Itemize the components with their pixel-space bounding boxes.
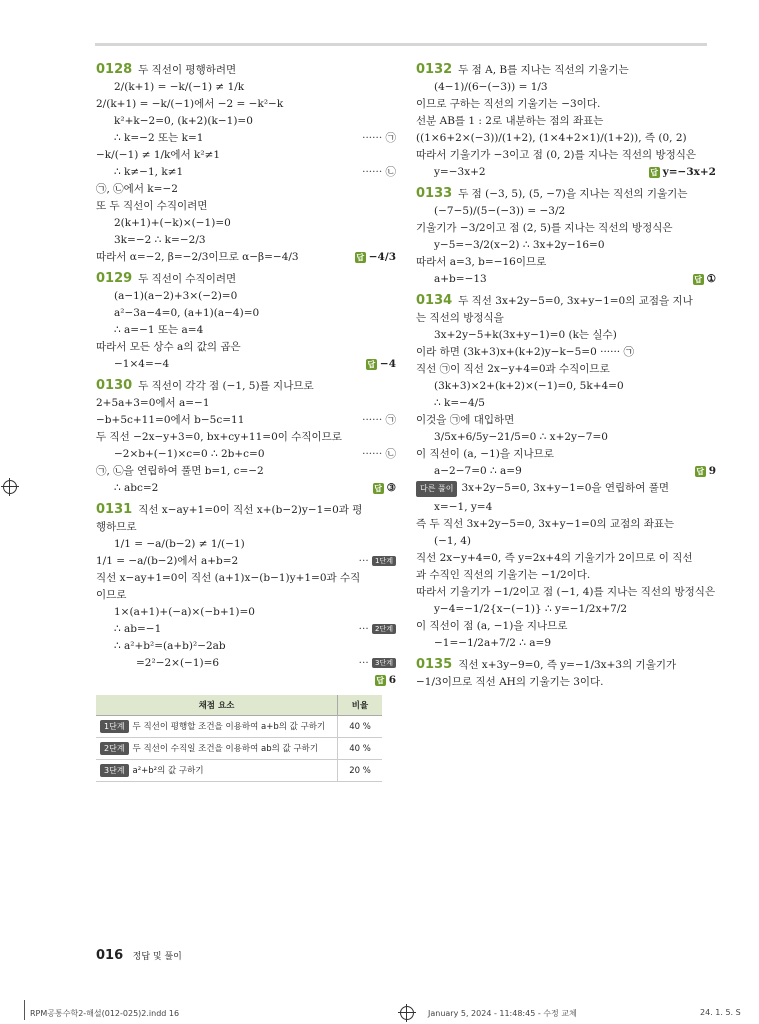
answer-icon: 답 xyxy=(376,675,385,685)
text-line: a²−3a−4=0, (a+1)(a−4)=0 xyxy=(114,307,260,319)
text-line: 행하므로 xyxy=(96,521,137,533)
text-line: 2/(k+1) = −k/(−1)에서 −2 = −k²−k xyxy=(96,98,284,110)
marker: ······ ㉡ xyxy=(362,166,396,178)
text-line: −k/(−1) ≠ 1/k에서 k²≠1 xyxy=(96,149,221,161)
answer-icon: 답 xyxy=(650,167,658,177)
answer-icon: 답 xyxy=(356,252,365,262)
text-line: 2/(k+1) = −k/(−1) ≠ 1/k xyxy=(114,81,245,93)
text-line: (a−1)(a−2)+3×(−2)=0 xyxy=(114,290,238,302)
table-row: 3단계 a²+b²의 값 구하기 20 % xyxy=(96,760,382,782)
text-line: 1/1 = −a/(b−2) ≠ 1/(−1) xyxy=(114,538,245,550)
text-line: 는 직선의 방정식을 xyxy=(416,312,504,324)
text-line: 따라서 a=3, b=−16이므로 xyxy=(416,256,547,268)
top-rule xyxy=(95,43,707,46)
problem-0132: 0132 두 점 A, B를 지나는 직선의 기울기는 (4−1)/(6−(−3)) = 1/3 이므로 구하는 직선의 기울기는 −3이다. 선분 AB를 1 : 2로 내분하는 점의 좌표는 ((1×6+2×(−3))/(1+2), (1×4+2×1)/(1+2)), 즉 (0, 2) 따라서 기울기가 −3이고 점 (0, 2)를 지나는 직선의 방정식은 y=−3x+2 답 y=−3x+2 xyxy=(416,62,716,178)
left-column xyxy=(96,60,396,782)
problem-number: 0131 xyxy=(96,502,133,517)
problem-0129: 0129 두 직선이 수직이려면 (a−1)(a−2)+3×(−2)=0 a²−3a−4=0, (a+1)(a−4)=0 ∴ a=−1 또는 a=4 따라서 모든 상수 a의 값의 곱은 −1×4=−4 답 −4 xyxy=(96,271,396,370)
text-line: 직선 x−ay+1=0이 직선 (a+1)x−(b−1)y+1=0과 수직 xyxy=(96,572,361,584)
answer-icon: 답 xyxy=(694,274,702,284)
page-footer xyxy=(96,948,182,963)
problem-number: 0129 xyxy=(96,271,133,286)
text-line: 3k=−2 ∴ k=−2/3 xyxy=(114,234,206,246)
step-badge: 2단계 xyxy=(372,624,396,634)
text-line: 이 직선이 점 (a, −1)을 지나므로 xyxy=(416,620,568,632)
text-line: (−1, 4) xyxy=(434,535,472,547)
answer: 답 y=−3x+2 xyxy=(650,166,716,178)
table-header: 비율 xyxy=(338,695,383,716)
alt-solution-badge: 다른 풀이 xyxy=(416,481,457,497)
text-line: (3k+3)×2+(k+2)×(−1)=0, 5k+4=0 xyxy=(434,380,624,392)
text-line: 과 수직인 직선의 기울기는 −1/2이다. xyxy=(416,569,591,581)
text-line: ∴ k=−2 또는 k=1 xyxy=(114,132,204,144)
problem-0131: 0131 직선 x−ay+1=0이 직선 x+(b−2)y−1=0과 평 행하므로 1/1 = −a/(b−2) ≠ 1/(−1) 1/1 = −a/(b−2)에서 a+b=2 ··· 1단계 직선 x−ay+1=0이 직선 (a+1)x−(b−1)y+1=0과 수직 이므로 1×(a+1)+(−a)×(−b+1)=0 ∴ ab=−1 ··· 2단계 ∴ a²+b²=(a+b)²−2ab =2²−2×(−1)=6 ··· 3단계 답 6 xyxy=(96,502,396,686)
registration-mark-icon xyxy=(400,1006,414,1020)
answer: 답 ① xyxy=(694,273,716,285)
answer: 답 ③ xyxy=(374,482,396,494)
problem-number: 0135 xyxy=(416,657,453,672)
right-column xyxy=(416,60,716,697)
text-line: ∴ a=−1 또는 a=4 xyxy=(114,324,204,336)
text-line: 2+5a+3=0에서 a=−1 xyxy=(96,397,210,409)
text-line: 이것을 ㉠에 대입하면 xyxy=(416,414,515,426)
page-number: 016 xyxy=(96,948,124,963)
problem-0133: 0133 두 점 (−3, 5), (5, −7)을 지나는 직선의 기울기는 (−7−5)/(5−(−3)) = −3/2 기울기가 −3/2이고 점 (2, 5)를 지나는 직선의 방정식은 y−5=−3/2(x−2) ∴ 3x+2y−16=0 따라서 a=3, b=−16이므로 a+b=−13 답 ① xyxy=(416,186,716,285)
answer-icon: 답 xyxy=(696,466,705,476)
problem-0135: 0135 직선 x+3y−9=0, 즉 y=−1/3x+3의 기울기가 −1/3이므로 직선 AH의 기울기는 3이다. xyxy=(416,658,716,689)
text-line: 선분 AB를 1 : 2로 내분하는 점의 좌표는 xyxy=(416,115,604,127)
answer: 답 9 xyxy=(696,465,716,477)
text-line: k²+k−2=0, (k+2)(k−1)=0 xyxy=(114,115,253,127)
table-row: 1단계 두 직선이 평행할 조건을 이용하여 a+b의 값 구하기 40 % xyxy=(96,716,382,738)
table-header: 채점 요소 xyxy=(96,695,338,716)
answer: 답 −4/3 xyxy=(356,251,396,263)
text-line: 2(k+1)+(−k)×(−1)=0 xyxy=(114,217,231,229)
marker: ······ ㉠ xyxy=(362,132,396,144)
text-line: 이므로 구하는 직선의 기울기는 −3이다. xyxy=(416,98,601,110)
text-line: −1=−1/2a+7/2 ∴ a=9 xyxy=(434,637,552,649)
text-line: 이 직선이 (a, −1)을 지나므로 xyxy=(416,448,554,460)
text-line: 따라서 기울기가 −1/2이고 점 (−1, 4)를 지나는 직선의 방정식은 xyxy=(416,586,716,598)
problem-0130: 0130 두 직선이 각각 점 (−1, 5)를 지나므로 2+5a+3=0에서 a=−1 −b+5c+11=0에서 b−5c=11 ······ ㉠ 두 직선 −2x−y+3=0, bx+cy+11=0이 수직이므로 −2×b+(−1)×c=0 ∴ 2b+c=0 ······ ㉡ ㉠, ㉡을 연립하여 풀면 b=1, c=−2 ∴ abc=2 답 ③ xyxy=(96,378,396,494)
problem-number: 0134 xyxy=(416,293,453,308)
scoring-table xyxy=(96,695,382,782)
marker: ······ ㉠ xyxy=(362,414,396,426)
slug-file: RPM공통수학2-해설(012-025)2.indd 16 xyxy=(30,1009,180,1018)
text-line: 기울기가 −3/2이고 점 (2, 5)를 지나는 직선의 방정식은 xyxy=(416,222,673,234)
text-line: y−5=−3/2(x−2) ∴ 3x+2y−16=0 xyxy=(434,239,605,251)
text-line: 3/5x+6/5y−21/5=0 ∴ x+2y−7=0 xyxy=(434,431,608,443)
answer-icon: 답 xyxy=(374,483,382,493)
text-line: 따라서 α=−2, β=−2/3이므로 α−β=−4/3 xyxy=(96,251,299,263)
text-line: 또 두 직선이 수직이려면 xyxy=(96,200,208,212)
answer: 답 −4 xyxy=(367,358,396,370)
problem-number: 0130 xyxy=(96,378,133,393)
crop-mark xyxy=(24,1000,25,1020)
slug-right: 24. 1. 5. S xyxy=(700,1008,741,1017)
problem-0128 xyxy=(96,63,396,264)
marker: ······ ㉡ xyxy=(362,448,396,460)
text-line: 직선 ㉠이 직선 2x−y+4=0과 수직이므로 xyxy=(416,363,610,375)
problem-number: 0133 xyxy=(416,186,453,201)
text-line: 즉 두 직선 3x+2y−5=0, 3x+y−1=0의 교점의 좌표는 xyxy=(416,518,675,530)
text-line: ㉠, ㉡을 연립하여 풀면 b=1, c=−2 xyxy=(96,465,264,477)
text-line: 1×(a+1)+(−a)×(−b+1)=0 xyxy=(114,606,255,618)
text-line: 이므로 xyxy=(96,589,127,601)
step-badge: 1단계 xyxy=(372,556,396,566)
slug-date: January 5, 2024 - 11:48:45 - 수정 교체 xyxy=(428,1009,577,1018)
text-line: 두 직선이 평행하려면 xyxy=(138,64,237,76)
text-line: 두 직선 −2x−y+3=0, bx+cy+11=0이 수직이므로 xyxy=(96,431,342,443)
problem-0134: 0134 두 직선 3x+2y−5=0, 3x+y−1=0의 교점을 지나 는 직선의 방정식을 3x+2y−5+k(3x+y−1)=0 (k는 실수) 이라 하면 (3k+3)x+(k+2)y−k−5=0 ······ ㉠ 직선 ㉠이 직선 2x−y+4=0과 수직이므로 (3k+3)×2+(k+2)×(−1)=0, 5k+4=0 ∴ k=−4/5 이것을 ㉠에 대입하면 3/5x+6/5y−21/5=0 ∴ x+2y−7=0 이 직선이 (a, −1)을 지나므로 a−2−7=0 ∴ a=9 답 9 다른 풀이 3x+2y−5=0, 3x+y−1=0을 연립하여 풀면 x=−1, y=4 즉 두 직선 3x+2y−5=0, 3x+y−1=0의 교점의 좌표는 (−1, 4) 직선 2x−y+4=0, 즉 y=2x+4의 기울기가 2이므로 이 직선 과 수직인 직선의 기울기는 −1/2이다. 따라서 기울기가 −1/2이고 점 (−1, 4)를 지나는 직선의 방정식은 y−4=−1/2{x−(−1)} ∴ y=−1/2x+7/2 이 직선이 점 (a, −1)을 지나므로 −1=−1/2a+7/2 ∴ a=9 xyxy=(416,293,716,649)
text-line: ㉠, ㉡에서 k=−2 xyxy=(96,183,178,195)
text-line: (−7−5)/(5−(−3)) = −3/2 xyxy=(434,205,566,217)
table-row: 2단계 두 직선이 수직일 조건을 이용하여 ab의 값 구하기 40 % xyxy=(96,738,382,760)
problem-number: 0132 xyxy=(416,62,453,77)
text-line: 이라 하면 (3k+3)x+(k+2)y−k−5=0 ······ ㉠ xyxy=(416,346,634,358)
text-line: y−4=−1/2{x−(−1)} ∴ y=−1/2x+7/2 xyxy=(434,603,628,615)
text-line: ∴ k≠−1, k≠1 xyxy=(114,166,184,178)
text-line: −1/3이므로 직선 AH의 기울기는 3이다. xyxy=(416,676,604,688)
answer: 답 6 xyxy=(376,674,396,686)
step-badge: 3단계 xyxy=(372,658,396,668)
text-line: 따라서 기울기가 −3이고 점 (0, 2)를 지나는 직선의 방정식은 xyxy=(416,149,697,161)
text-line: ∴ k=−4/5 xyxy=(434,397,485,409)
problem-number: 0128 xyxy=(96,62,133,77)
text-line: 따라서 모든 상수 a의 값의 곱은 xyxy=(96,341,241,353)
page-label: 정답 및 풀이 xyxy=(132,952,182,962)
answer-icon: 답 xyxy=(367,359,376,369)
text-line: x=−1, y=4 xyxy=(434,501,493,513)
registration-mark-icon xyxy=(3,480,17,494)
text-line: (4−1)/(6−(−3)) = 1/3 xyxy=(434,81,548,93)
text-line: 직선 2x−y+4=0, 즉 y=2x+4의 기울기가 2이므로 이 직선 xyxy=(416,552,693,564)
text-line: 3x+2y−5+k(3x+y−1)=0 (k는 실수) xyxy=(434,329,617,341)
text-line: ((1×6+2×(−3))/(1+2), (1×4+2×1)/(1+2)), 즉 (0, 2) xyxy=(416,132,687,144)
